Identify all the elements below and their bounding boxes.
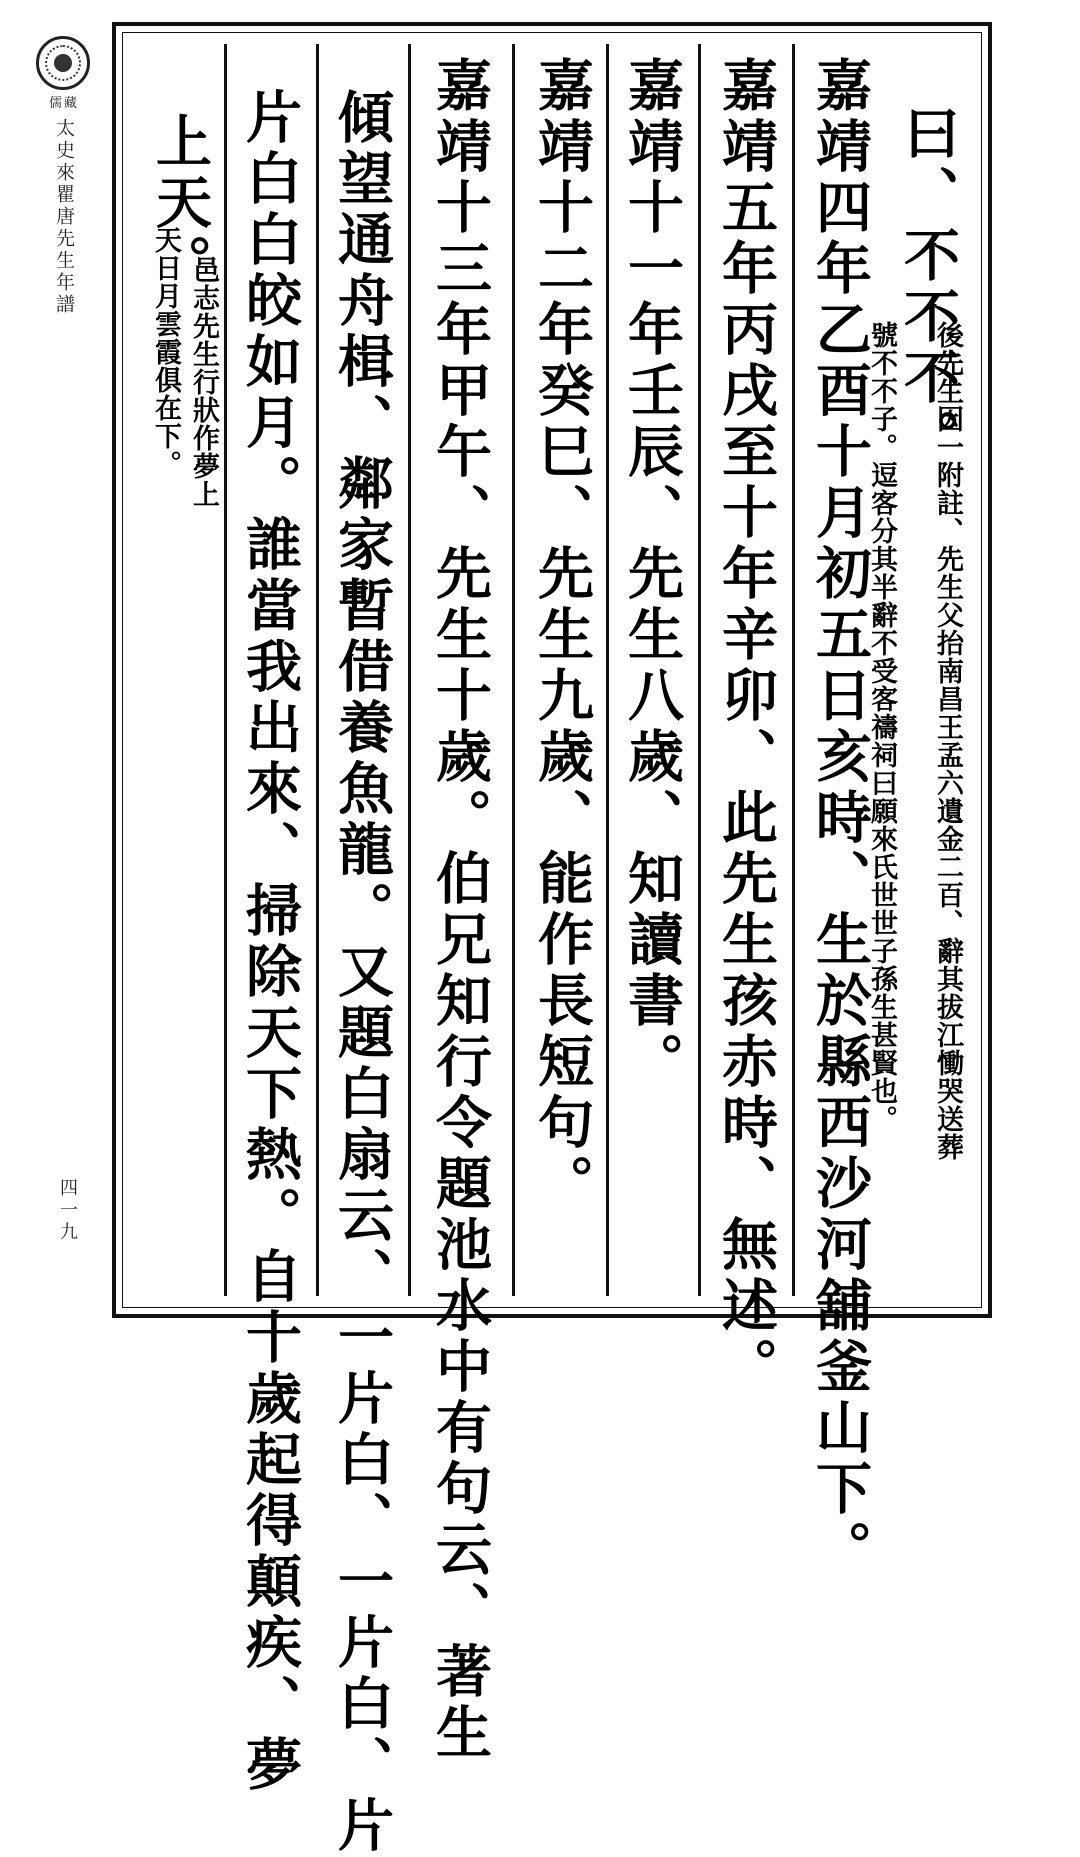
text-column-4: 嘉靖十一年壬辰、先生八歲、知讀書。: [619, 56, 685, 1093]
text-column-9: 上天。: [147, 112, 213, 295]
annotation-column-2: 號不不子。逗客分其半辭不受客禱祠曰願來氏世世子孫生甚賢也。: [866, 321, 897, 1133]
text-column-7: 傾望通舟楫、鄰家暫借養魚龍。又題白扇云、一片白、一片白、片: [329, 88, 395, 1857]
text-column-8: 片白白皎如月。誰當我出來、掃除天下熱。自十歲起得顛疾、夢: [237, 88, 303, 1796]
column-rule: [408, 44, 411, 1296]
column-rule: [606, 44, 609, 1296]
column-rule: [512, 44, 515, 1296]
column-rule: [698, 44, 701, 1296]
collection-label: 儒藏: [48, 96, 79, 111]
text-column-5: 嘉靖十二年癸巳、先生九歲、能作長短句。: [529, 56, 595, 1215]
text-column-2: 嘉靖四年乙酉十月初五日亥時、生於縣西沙河舖釜山下。: [807, 56, 873, 1581]
book-title: 太史來瞿唐先生年譜: [53, 118, 75, 316]
column-rule: [792, 44, 795, 1296]
annotation-column-4: 邑志先生行狀作夢上: [188, 256, 219, 508]
page-number: 四一九: [57, 1178, 78, 1244]
column-rule: [316, 44, 319, 1296]
page-frame: [112, 22, 992, 1857]
annotation-column-3: 天日月雲霞俱在下。: [150, 226, 181, 478]
text-column-6: 嘉靖十三年甲午、先生十歲。伯兄知行令題池水中有句云、著生: [427, 56, 493, 1764]
annotation-column-1: 後先生因一附註、先生父抬南昌王孟六遺金二百、辭其拔江慟哭送葬: [932, 321, 963, 1161]
collection-seal: [36, 36, 90, 90]
text-column-3: 嘉靖五年丙戌至十年辛卯、此先生孩赤時、無述。: [713, 56, 779, 1398]
column-rule: [224, 44, 227, 1296]
text-column-1: 曰、不不不。: [895, 104, 961, 470]
